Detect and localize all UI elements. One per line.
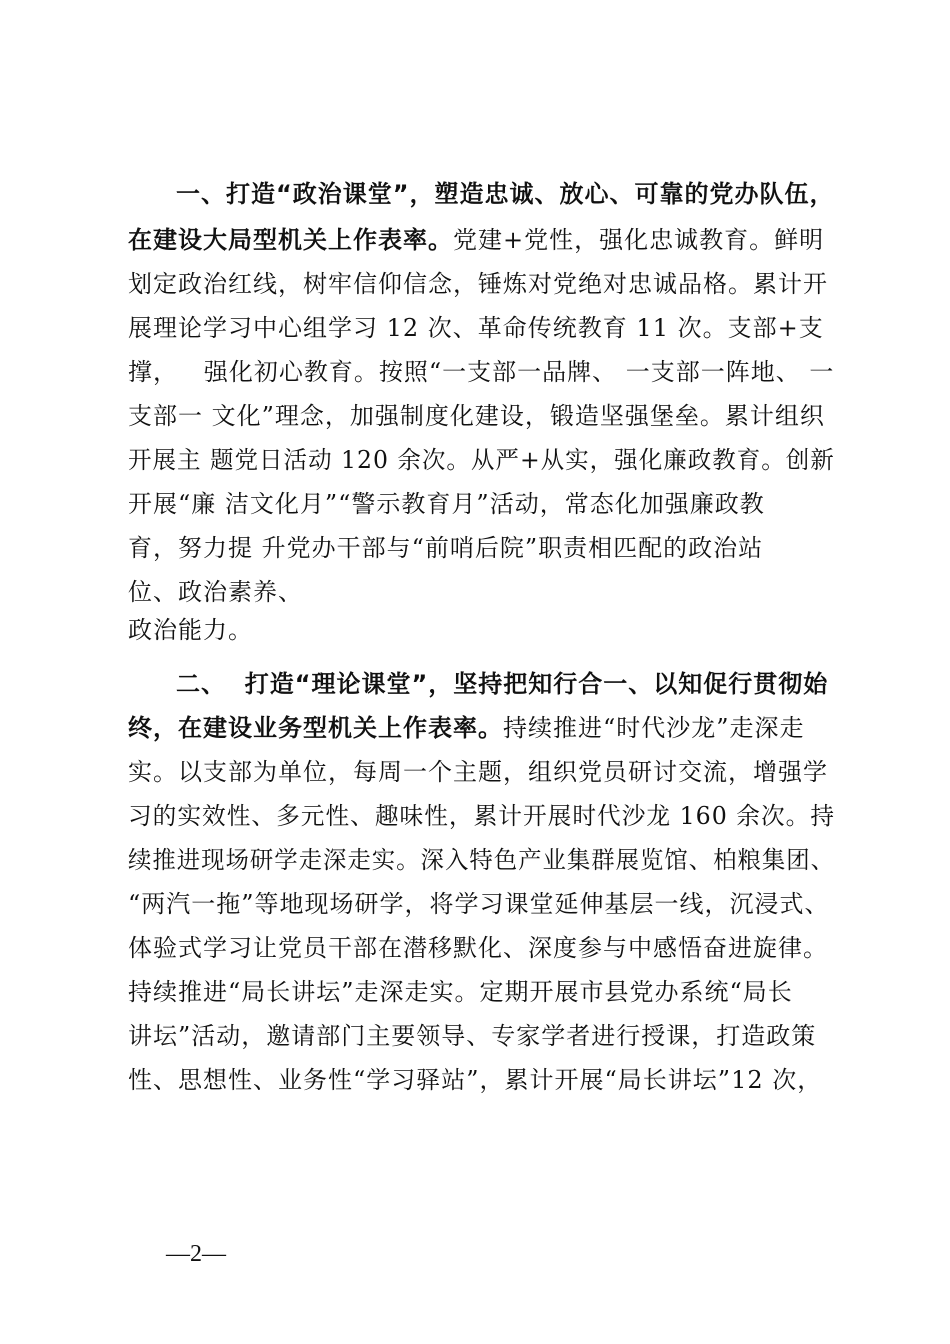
section1-line6: 支部一 文化”理念，加强制度化建设，锻造坚强堡垒。累计组织	[128, 402, 825, 430]
page-number: —2—	[166, 1241, 226, 1267]
section2-heading-line2: 终，在建设业务型机关上作表率。	[128, 714, 503, 742]
section2-line8: 持续推进“局长讲坛”走深走实。定期开展市县党办系统“局长	[128, 978, 793, 1006]
section2-line10: 性、思想性、业务性“学习驿站”，累计开展“局长讲坛”12 次，	[128, 1066, 823, 1094]
section2-line7: 体验式学习让党员干部在潜移默化、深度参与中感悟奋进旋律。	[128, 934, 828, 962]
section1-line5: 撑， 强化初心教育。按照“一支部一品牌、 一支部一阵地、 一	[128, 358, 835, 386]
section1-heading-line1: 一、打造“政治课堂”，塑造忠诚、放心、可靠的党办队伍，	[176, 180, 835, 208]
section1-line4: 展理论学习中心组学习 12 次、革命传统教育 11 次。支部+支	[128, 314, 824, 342]
section2-line4: 习的实效性、多元性、趣味性，累计开展时代沙龙 160 余次。持	[128, 802, 836, 830]
section1-heading-line2: 在建设大局型机关上作表率。	[128, 226, 453, 254]
section2-heading-line1: 二、 打造“理论课堂”，坚持把知行合一、以知促行贯彻始	[176, 670, 829, 698]
section2-line6: “两汽一拖”等地现场研学，将学习课堂延伸基层一线，沉浸式、	[128, 890, 830, 918]
section2-line3: 实。以支部为单位，每周一个主题，组织党员研讨交流，增强学	[128, 758, 828, 786]
section1-line10: 位、政治素养、	[128, 578, 303, 606]
section1-line9: 育，努力提 升党办干部与“前哨后院”职责相匹配的政治站	[128, 534, 764, 562]
section2-line2-rest: 持续推进“时代沙龙”走深走	[503, 714, 805, 742]
section1-line8: 开展“廉 洁文化月”“警示教育月”活动，常态化加强廉政教	[128, 490, 765, 518]
section1-line3: 划定政治红线，树牢信仰信念，锤炼对党绝对忠诚品格。累计开	[128, 270, 828, 298]
section1-line2	[128, 224, 824, 256]
section1-line2-rest: 党建+党性，强化忠诚教育。鲜明	[453, 226, 825, 254]
section1-line11: 政治能力。	[128, 616, 253, 644]
section1-line7: 开展主 题党日活动 120 余次。从严+从实，强化廉政教育。创新	[128, 446, 835, 474]
section2-line5: 续推进现场研学走深走实。深入特色产业集群展览馆、柏粮集团、	[128, 846, 836, 874]
section2-line9: 讲坛”活动，邀请部门主要领导、专家学者进行授课，打造政策	[128, 1022, 817, 1050]
section2-line2	[128, 712, 805, 744]
